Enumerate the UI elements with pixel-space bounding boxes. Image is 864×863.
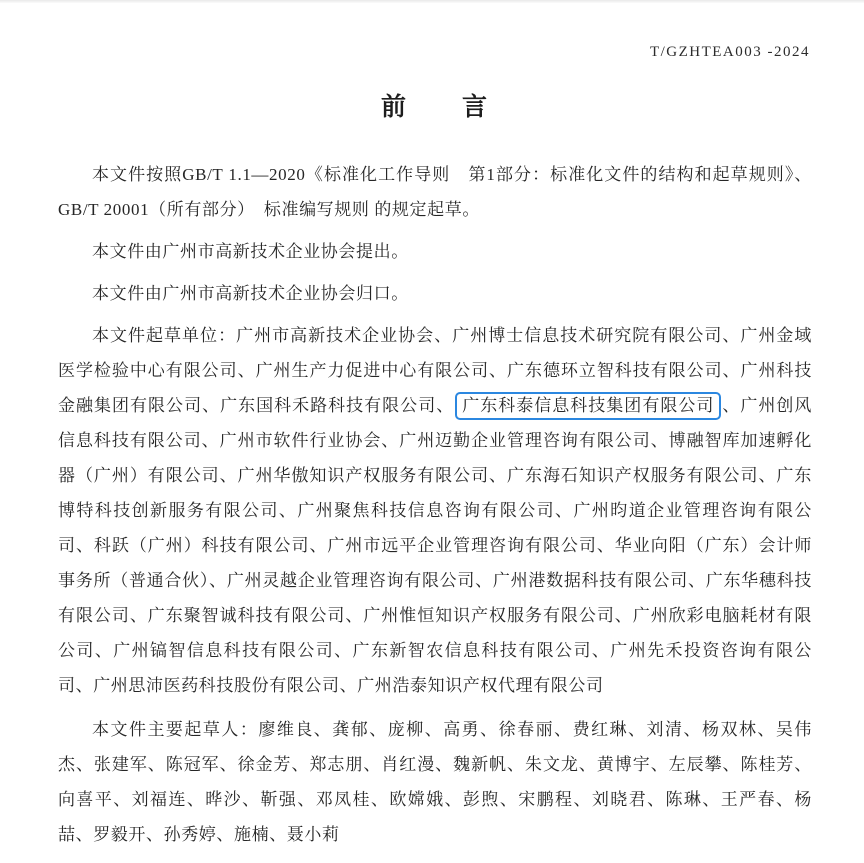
scan-edge: [0, 0, 864, 3]
paragraph-drafting-units: [58, 318, 812, 703]
paragraph-drafting-basis: 本文件按照GB/T 1.1—2020《标准化工作导则 第1部分：标准化文件的结构和起草规则》、GB/T 20001（所有部分） 标准编写规则 的规定起草。: [58, 165, 812, 219]
drafting-units-text-after: 、广州创风信息科技有限公司、广州市软件行业协会、广州迈勤企业管理咨询有限公司、博融智库加速孵化器（广州）有限公司、广州华傲知识产权服务有限公司、广东海石知识产权服务有限公司、广东博特科技创新服务有限公司、广州聚焦科技信息咨询有限公司、广州昀道企业管理咨询有限公司、科跃（广州）科技有限公司、广州市远平企业管理咨询有限公司、华业向阳（广东）会计师事务所（普通合伙）、广州灵越企业管理咨询有限公司、广州港数据科技有限公司、广东华穗科技有限公司、广东聚智诚科技有限公司、广州惟恒知识产权服务有限公司、广州欣彩电脑耗材有限公司、广州镐智信息科技有限公司、广东新智农信息科技有限公司、广州先禾投资咨询有限公司、广州思沛医药科技股份有限公司、广州浩泰知识产权代理有限公司: [58, 396, 812, 695]
highlighted-company-annotation: 广东科泰信息科技集团有限公司: [455, 392, 721, 420]
page-title-foreword: 前 言: [380, 94, 489, 121]
drafting-units-text-before: 本文件起草单位：广州市高新技术企业协会、广州博士信息技术研究院有限公司、广州金域医学检验中心有限公司、广州生产力促进中心有限公司、广东德环立智科技有限公司、广州科技金融集团有限公司、广东国科禾路科技有限公司、: [58, 326, 812, 415]
paragraph-main-drafters: 本文件主要起草人：廖维良、龚郁、庞柳、高勇、徐春丽、费红琳、刘清、杨双林、吴伟杰、张建军、陈冠军、徐金芳、郑志朋、肖红漫、魏新帆、朱文龙、黄博宇、左辰攀、陈桂芳、向喜平、刘福连、晔沙、靳强、邓凤桂、欧嫦娥、彭煦、宋鹏程、刘晓君、陈琳、王严春、杨喆、罗毅开、孙秀婷、施楠、聂小莉: [58, 720, 812, 844]
standard-doc-number: T/GZHTEA003 -2024: [649, 44, 810, 60]
paragraph-proposed-by: 本文件由广州市高新技术企业协会提出。: [92, 242, 409, 261]
paragraph-centralized-by: 本文件由广州市高新技术企业协会归口。: [92, 284, 409, 303]
